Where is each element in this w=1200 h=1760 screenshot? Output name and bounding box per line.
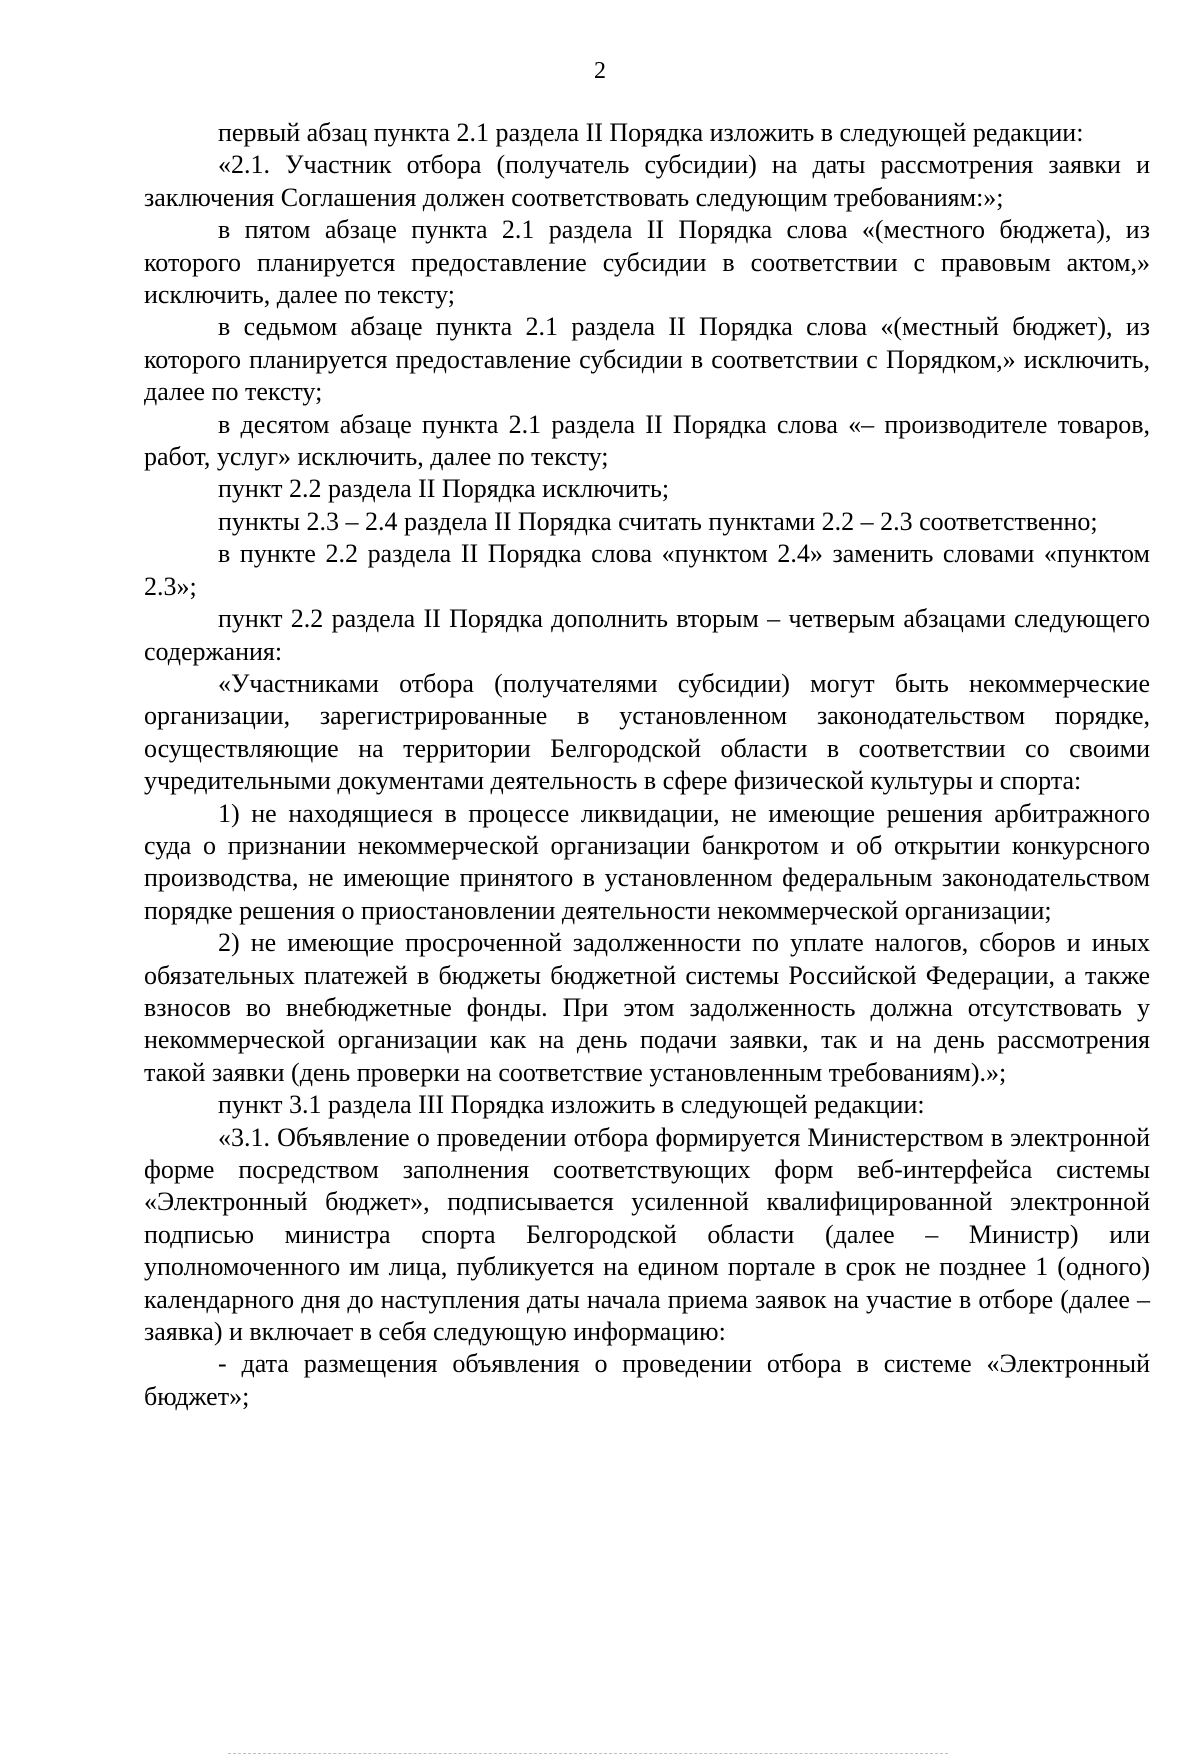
paragraph: «2.1. Участник отбора (получатель субсидии) на даты рассмотрения заявки и заключения Соглашения должен соответствовать следующим требованиям:»; [144, 150, 1150, 212]
paragraph: «Участниками отбора (получателями субсидии) могут быть некоммерческие организации, зарегистрированные в установленном законодательством порядке, осуществляющие на территории Белгородской области в соответствии со своими учредительными документами деятельность в сфере физической культуры и спорта: [144, 668, 1150, 796]
paragraph: в пятом абзаце пункта 2.1 раздела II Порядка слова «(местного бюджета), из которого планируется предоставление субсидии в соответствии с правовым актом,» исключить, далее по тексту; [144, 215, 1150, 310]
paragraph: в пункте 2.2 раздела II Порядка слова «пунктом 2.4» заменить словами «пунктом 2.3»; [144, 539, 1150, 601]
paragraph: «3.1. Объявление о проведении отбора формируется Министерством в электронной форме посредством заполнения соответствующих форм веб-интерфейса системы «Электронный бюджет», подписывается усиленной квалифицированной электронной подписью министра спорта Белгородской области (далее – Министр) или уполномоченного им лица, публикуется на едином портале в срок не позднее 1 (одного) календарного дня до наступления даты начала приема заявок на участие в отборе (далее – заявка) и включает в себя следующую информацию: [144, 1122, 1150, 1347]
paragraph: в седьмом абзаце пункта 2.1 раздела II Порядка слова «(местный бюджет), из которого планируется предоставление субсидии в соответствии с Порядком,» исключить, далее по тексту; [144, 312, 1150, 407]
bottom-scan-line [228, 1753, 948, 1754]
paragraph: первый абзац пункта 2.1 раздела II Порядка изложить в следующей редакции: [218, 118, 1084, 147]
paragraph: пункт 2.2 раздела II Порядка исключить; [218, 474, 670, 504]
paragraph: пункт 2.2 раздела II Порядка дополнить вторым – четверым абзацами следующего содержания: [144, 604, 1150, 666]
paragraph: в десятом абзаце пункта 2.1 раздела II Порядка слова «– производителе товаров, работ, услуг» исключить, далее по тексту; [144, 409, 1150, 472]
page-number: 2 [594, 58, 606, 84]
paragraph: 2) не имеющие просроченной задолженности по уплате налогов, сборов и иных обязательных платежей в бюджеты бюджетной системы Российской Федерации, а также взносов во внебюджетные фонды. При этом задолженность должна отсутствовать у некоммерческой организации как на день подачи заявки, так и на день рассмотрения такой заявки (день проверки на соответствие установленным требованиям).»; [144, 928, 1150, 1087]
document-body [144, 117, 1150, 1413]
paragraph: - дата размещения объявления о проведении отбора в системе «Электронный бюджет»; [144, 1349, 1150, 1411]
paragraph: пункт 3.1 раздела III Порядка изложить в следующей редакции: [218, 1090, 925, 1120]
paragraph: 1) не находящиеся в процессе ликвидации, не имеющие решения арбитражного суда о признании некоммерческой организации банкротом и об открытии конкурсного производства, не имеющие принятого в установленном федеральным законодательством порядке решения о приостановлении деятельности некоммерческой организации; [144, 798, 1150, 925]
paragraph: пункты 2.3 – 2.4 раздела II Порядка считать пунктами 2.2 – 2.3 соответственно; [218, 506, 1098, 536]
